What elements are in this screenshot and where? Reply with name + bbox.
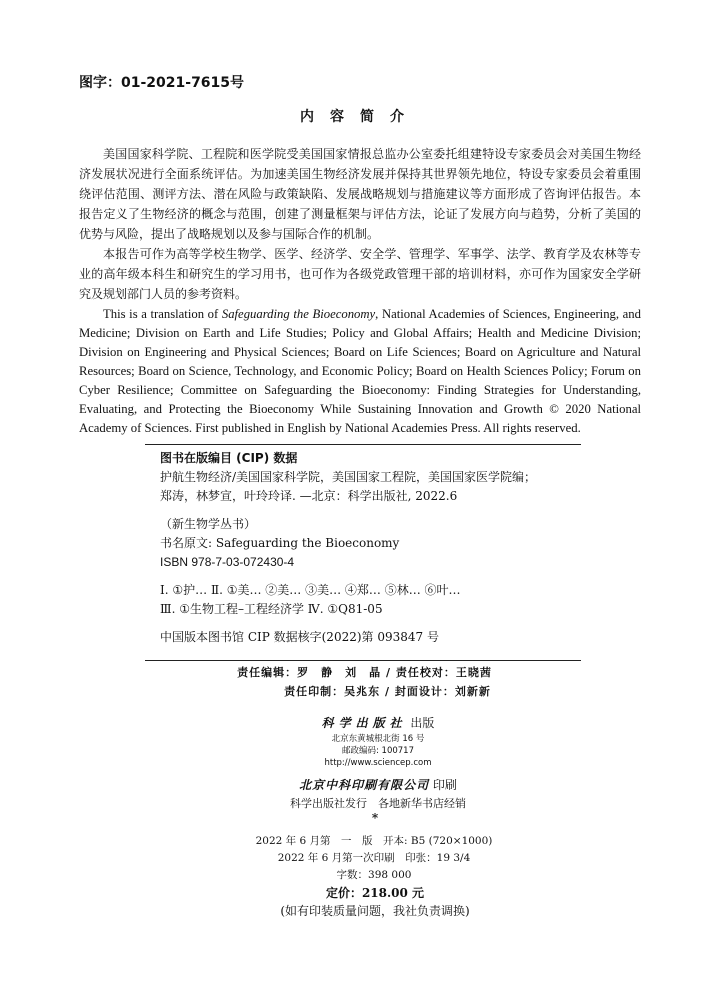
translation-notice-lead: This is a translation of [103, 307, 222, 321]
cip-top-rule [145, 444, 581, 445]
cip-translators-line: 郑涛，林梦宣，叶玲玲译. —北京：科学出版社, 2022.6 [160, 489, 458, 503]
editorial-staff-line: 责任编辑：罗 静 刘 晶 / 责任校对：王晓茜 [237, 666, 492, 679]
translation-notice [79, 305, 641, 438]
credits-block [0, 663, 720, 920]
cip-classification-1: Ⅰ. ①护… Ⅱ. ①美… ②美… ③美… ④郑… ⑤林… ⑥叶… [160, 583, 461, 597]
publisher-address: 北京东黄城根北街 16 号 [331, 734, 425, 744]
cip-authors-line: 护航生物经济/美国国家科学院，美国国家工程院，美国国家医学院编； [160, 470, 537, 484]
section-title: 内容简介 [300, 109, 420, 125]
cip-block [160, 449, 580, 647]
production-staff-line: 责任印制：吴兆东 / 封面设计：刘新新 [284, 685, 491, 698]
cip-original-title: 书名原文: Safeguarding the Bioeconomy [160, 536, 400, 550]
cip-number: 中国版本图书馆 CIP 数据核字(2022)第 093847 号 [160, 630, 439, 644]
intro-paragraph-1: 美国国家科学院、工程院和医学院受美国国家情报总监办公室委托组建特设专家委员会对美国生物经济发展状况进行全面系统评估。为加速美国生物经济发展并保持其世界领先地位，特设专家委员会着重围绕评估范围、测评方法、潜在风险与政策缺陷、发展战略规划与措施建议等方面形成了咨询评估报告。本报告定义了生物经济的概念与范围，创建了测量框架与评估方法，论证了发展方向与趋势，分析了美国的优势与风险，提出了战略规划以及参与国际合作的机制。 [79, 147, 641, 241]
printing-line: 2022 年 6 月第一次印刷 印张：19 3/4 [277, 852, 471, 864]
cip-classification-2: Ⅲ. ①生物工程–工程经济学 Ⅳ. ①Q81-05 [160, 602, 383, 616]
printer-name: 北京中科印刷有限公司 [299, 778, 430, 792]
original-book-title: Safeguarding the Bioeconomy [221, 307, 376, 321]
cip-bottom-rule [145, 660, 581, 661]
publisher-name: 科学出版社 [321, 716, 407, 730]
introduction [79, 144, 641, 438]
publisher-line [0, 713, 720, 733]
publisher-postcode: 邮政编码: 100717 [341, 746, 414, 756]
cip-isbn: ISBN 978-7-03-072430-4 [160, 555, 295, 569]
publisher-website: http://www.sciencep.com [324, 758, 432, 768]
price: 定价：218.00 元 [325, 886, 425, 900]
distribution-line: 科学出版社发行 各地新华书店经销 [290, 797, 466, 810]
cip-heading: 图书在版编目 (CIP) 数据 [160, 451, 298, 465]
registration-number: 图字：01-2021-7615号 [79, 75, 245, 91]
edition-line: 2022 年 6 月第 一 版 开本: B5 (720×1000) [255, 835, 493, 847]
cip-series: （新生物学丛书） [160, 517, 257, 531]
separator-star: * [371, 811, 379, 825]
printer-suffix: 印刷 [432, 778, 457, 792]
word-count: 字数：398 000 [336, 869, 412, 881]
quality-notice: (如有印装质量问题，我社负责调换) [280, 904, 470, 918]
publisher-suffix: 出版 [410, 716, 435, 730]
translation-notice-body: , National Academies of Sciences, Engineering, and Medicine; Division on Earth and Life Studies; Policy and Global Affairs; Health and Medicine Division; Division on Engineering and Physical Sciences; Board on Life Sciences; Board on Agriculture and Natural Resources; Board on Science, Technology, and Economic Policy; Board on Health Sciences Policy; Forum on Cyber Resilience; Committee on Safeguarding the Bioeconomy: Finding Strategies for Understanding, Evaluating, and Protecting the Bioeconomy While Sustaining Innovation and Growth © 2020 National Academy of Sciences. First published in English by National Academies Press. All rights reserved. [79, 307, 641, 435]
printer-line [0, 775, 720, 795]
intro-paragraph-2: 本报告可作为高等学校生物学、医学、经济学、安全学、管理学、军事学、法学、教育学及农林等专业的高年级本科生和研究生的学习用书，也可作为各级党政管理干部的培训材料，亦可作为国家安全学研究及规划部门人员的参考资料。 [79, 247, 641, 301]
